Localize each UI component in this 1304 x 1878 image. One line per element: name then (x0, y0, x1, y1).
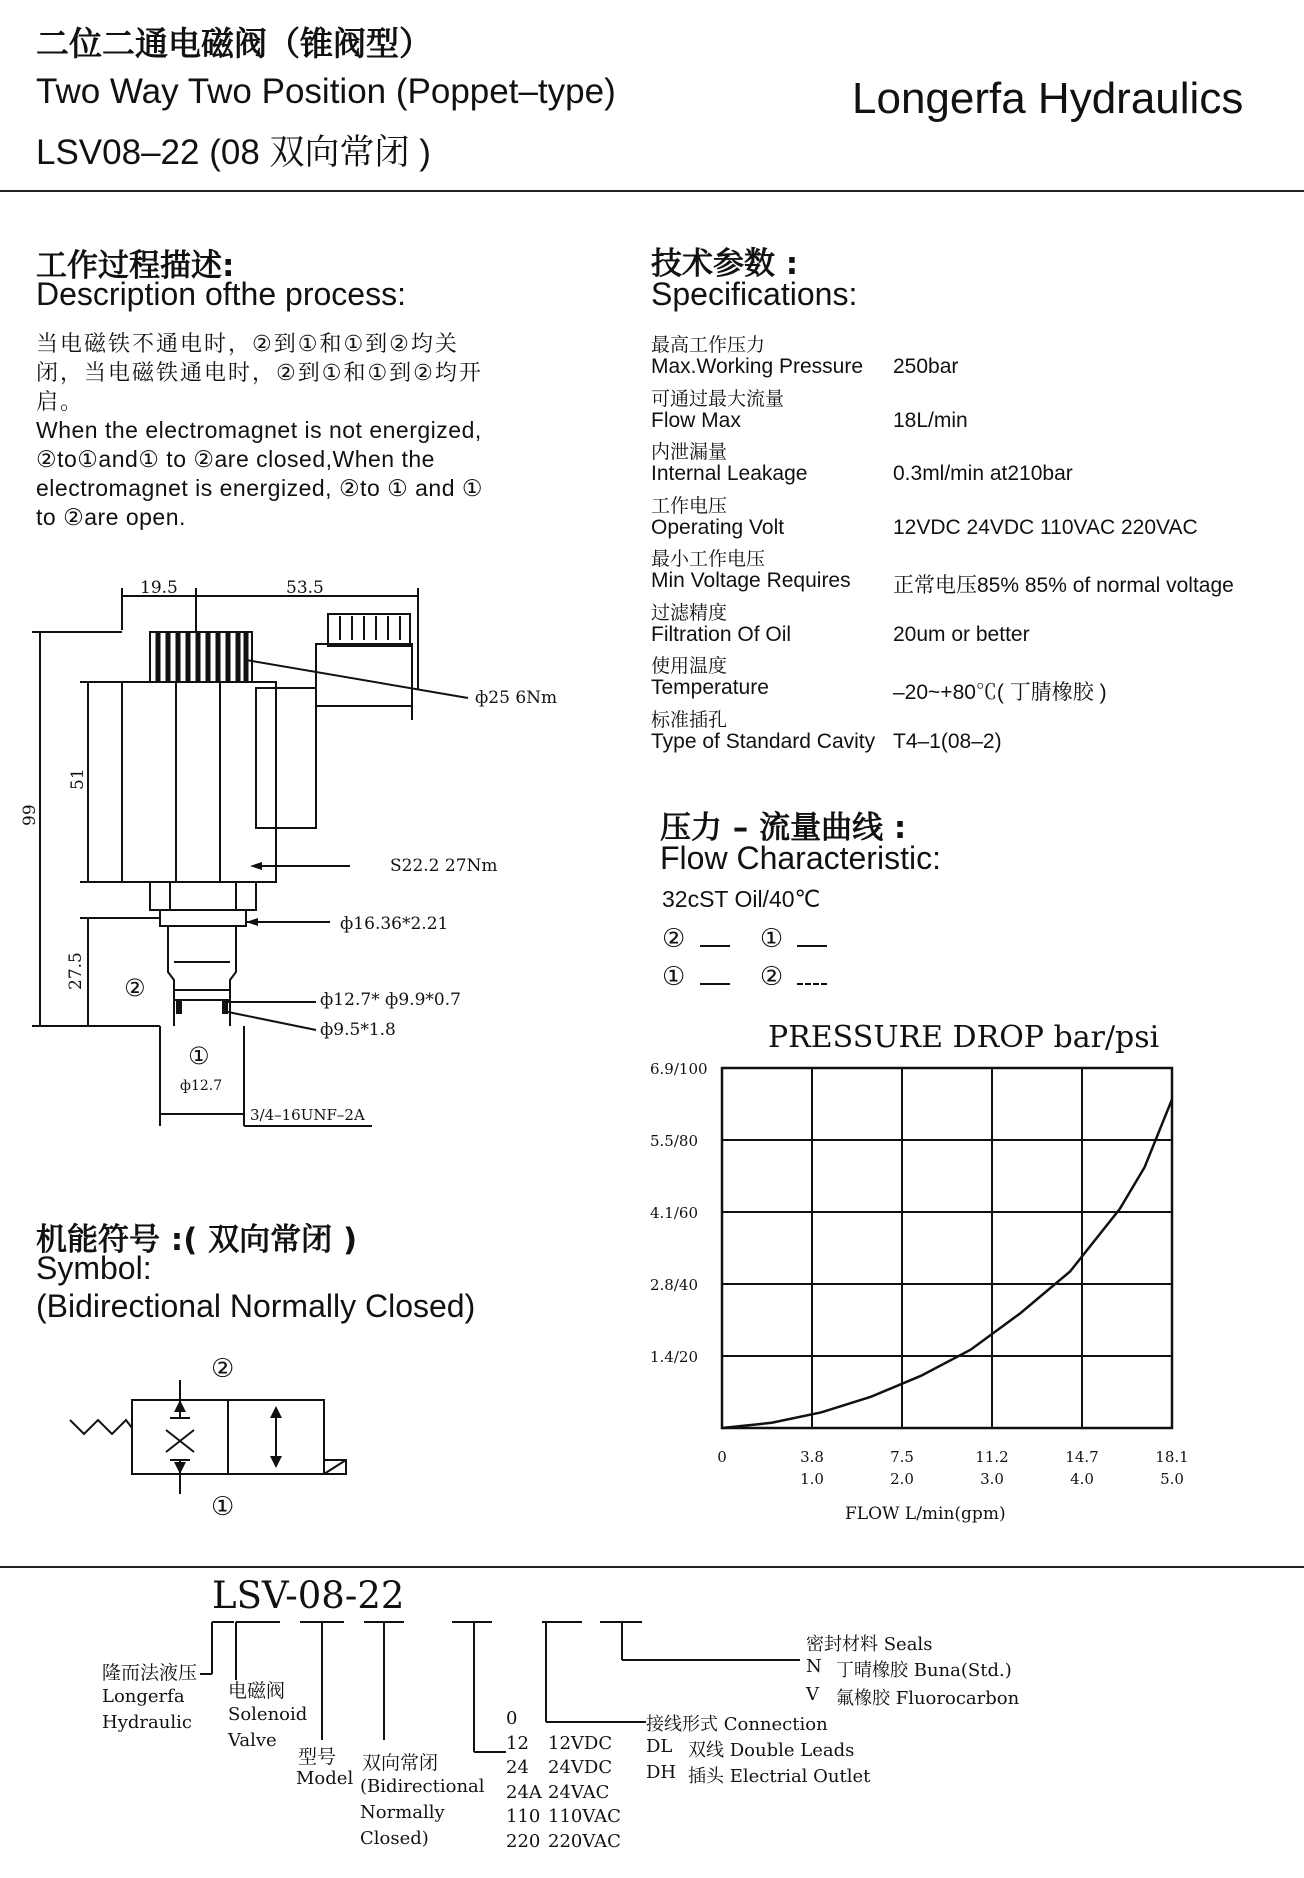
description-heading-cn: 工作过程描述: (36, 248, 235, 284)
specs-heading-cn: 技术参数 : (651, 246, 799, 282)
x-tick-label-gpm: 2.0 (890, 1470, 914, 1488)
voltage-code: 110 (506, 1806, 541, 1827)
voltage-code: 12 (506, 1732, 529, 1754)
valve-en2-label: Valve (228, 1730, 277, 1751)
brand-cn-label: 隆而法液压 (102, 1662, 198, 1684)
hydraulic-symbol (60, 1370, 360, 1530)
spec-label-en: Internal Leakage (651, 462, 808, 485)
voltage-label: 110VAC (548, 1806, 621, 1827)
description-line: 闭，当电磁铁通电时，②到①和①到②均开 (36, 361, 483, 386)
spec-value: 18L/min (893, 408, 968, 432)
description-line: ②to①and① to ②are closed,When the (36, 446, 435, 472)
seal-label: 丁晴橡胶 Buna(Std.) (836, 1660, 1012, 1681)
ordering-code: LSV-08-22 (212, 1574, 405, 1617)
x-tick-label: 18.1 (1155, 1448, 1189, 1466)
port-1-label: ① (188, 1042, 210, 1070)
valve-drawing (0, 560, 600, 1120)
description-text-en (36, 416, 483, 532)
dim-top-left: 19.5 (140, 578, 178, 598)
x-tick-label-gpm: 1.0 (800, 1470, 824, 1488)
spec-value: T4–1(08–2) (893, 729, 1002, 753)
chart-title: PRESSURE DROP bar/psi (768, 1020, 1160, 1055)
y-tick-label: 4.1/60 (650, 1204, 698, 1222)
seal-code: N (806, 1656, 822, 1677)
x-tick-label: 7.5 (890, 1448, 914, 1466)
voltage-code: 220 (506, 1830, 541, 1852)
spec-label-en: Flow Max (651, 408, 741, 432)
func-en2-label: Normally (360, 1802, 445, 1823)
brand-name: Longerfa Hydraulics (852, 74, 1244, 123)
dim-unf: 3/4–16UNF–2A (250, 1106, 365, 1124)
model-cn-label: 型号 (298, 1746, 337, 1768)
seal-title: 密封材料 Seals (806, 1634, 933, 1655)
valve-cn-label: 电磁阀 (228, 1680, 286, 1702)
x-tick-label: 14.7 (1065, 1448, 1099, 1466)
model-en-label: Model (296, 1768, 354, 1789)
dim-oring2: ф9.5*1.8 (320, 1020, 396, 1040)
port-2-label: ② (124, 974, 146, 1002)
func-en1-label: (Bidirectional (360, 1776, 485, 1797)
header-divider (0, 190, 1304, 192)
brand-en1-label: Longerfa (102, 1686, 185, 1707)
spec-label-cn: 最小工作电压 (651, 548, 766, 570)
symbol-port-top: ② (211, 1354, 235, 1384)
legend-solid-line (797, 945, 827, 947)
dim-oring1: ф12.7* ф9.9*0.7 (320, 990, 461, 1010)
legend-from: ① (662, 962, 686, 992)
spec-value: 0.3ml/min at210bar (893, 462, 1073, 485)
symbol-heading-en1: Symbol: (36, 1250, 152, 1286)
y-tick-label: 2.8/40 (650, 1276, 698, 1294)
connection-label: 插头 Electrial Outlet (688, 1766, 871, 1787)
legend-to: ② (759, 962, 784, 992)
spec-value: 20um or better (893, 622, 1030, 646)
spec-label-en: Min Voltage Requires (651, 569, 851, 592)
specs-heading-en: Specifications: (651, 276, 858, 312)
symbol-heading-cn: 机能符号 :( 双向常闭 ) (36, 1222, 358, 1258)
y-tick-label: 6.9/100 (650, 1060, 708, 1078)
flow-heading-en: Flow Characteristic: (660, 840, 941, 876)
legend-solid (662, 920, 827, 958)
connection-code: DL (646, 1736, 673, 1757)
legend-to: ① (759, 924, 784, 954)
flow-legend (662, 920, 827, 996)
legend-solid-line (700, 945, 730, 947)
voltage-label: 220VAC (548, 1830, 621, 1852)
y-tick-label: 5.5/80 (650, 1132, 698, 1150)
description-line: to ②are open. (36, 504, 186, 530)
spec-value: 250bar (893, 355, 959, 378)
header-model-title: LSV08–22 (08 双向常闭 ) (36, 133, 431, 172)
spec-label-cn: 过滤精度 (651, 601, 728, 624)
y-tick-label: 1.4/20 (650, 1348, 698, 1366)
func-en3-label: Closed) (360, 1828, 429, 1849)
voltage-code: 24A (506, 1781, 542, 1803)
description-text-cn (36, 330, 483, 417)
spec-label-en: Type of Standard Cavity (651, 729, 876, 753)
spec-label-cn: 工作电压 (651, 494, 728, 517)
legend-dashed (662, 958, 827, 996)
legend-from: ② (662, 924, 686, 954)
connection-title: 接线形式 Connection (646, 1714, 828, 1735)
spec-label-en: Filtration Of Oil (651, 622, 792, 646)
symbol-port-bottom: ① (211, 1492, 235, 1522)
description-heading-en: Description ofthe process: (36, 276, 406, 312)
seal-label: 氟橡胶 Fluorocarbon (836, 1688, 1020, 1709)
description-line: When the electromagnet is not energized, (36, 417, 482, 443)
pressure-drop-chart (640, 1050, 1200, 1488)
spec-value: 12VDC 24VDC 110VAC 220VAC (893, 515, 1198, 539)
brand-en2-label: Hydraulic (102, 1712, 192, 1733)
valve-en1-label: Solenoid (228, 1704, 308, 1725)
spec-label-cn: 最高工作压力 (651, 334, 766, 356)
dim-lower: 27.5 (66, 952, 86, 990)
dim-thread: ф16.36*2.21 (340, 914, 449, 934)
flow-heading-cn: 压力 – 流量曲线 : (660, 810, 907, 846)
ordering-divider (0, 1566, 1304, 1568)
x-tick-label: 3.8 (800, 1448, 824, 1466)
x-tick-label: 0 (717, 1448, 727, 1466)
spec-label-cn: 可通过最大流量 (651, 387, 785, 410)
voltage-label: 24VDC (548, 1757, 613, 1778)
spec-label-en: Temperature (651, 676, 769, 699)
voltage-code: 24 (506, 1757, 529, 1778)
dim-overall: 99 (20, 804, 40, 826)
spec-value: –20~+80℃( 丁腈橡胶 ) (893, 681, 1107, 704)
func-cn-label: 双向常闭 (362, 1752, 439, 1774)
legend-dashed-line (797, 983, 827, 985)
symbol-heading-en2: (Bidirectional Normally Closed) (36, 1288, 476, 1324)
description-line: 启。 (36, 390, 85, 415)
x-tick-label: 11.2 (975, 1448, 1009, 1466)
x-tick-label-gpm: 4.0 (1070, 1470, 1094, 1488)
dim-bottom: ф12.7 (180, 1078, 223, 1094)
legend-solid-line (700, 983, 730, 985)
dim-top-right: 53.5 (286, 578, 324, 598)
spec-value: 正常电压85% 85% of normal voltage (893, 574, 1234, 597)
spec-label-cn: 内泄漏量 (651, 441, 728, 463)
description-line: 当电磁铁不通电时，②到①和①到②均关 (36, 332, 459, 357)
chart-xlabel: FLOW L/min(gpm) (845, 1504, 1006, 1524)
spec-label-en: Max.Working Pressure (651, 355, 864, 378)
connection-code: DH (646, 1762, 677, 1783)
plot-frame (722, 1068, 1172, 1428)
header-title-cn: 二位二通电磁阀（锥阀型） (36, 24, 432, 63)
connection-label: 双线 Double Leads (688, 1740, 855, 1761)
spec-label-cn: 标准插孔 (651, 708, 728, 731)
description-line: electromagnet is energized, ②to ① and ① (36, 475, 484, 501)
dim-hex: S22.2 27Nm (390, 856, 498, 876)
voltage-label: 24VAC (548, 1781, 610, 1803)
spec-label-en: Operating Volt (651, 515, 785, 539)
voltage-label: 12VDC (548, 1732, 613, 1754)
dim-nut: ф25 6Nm (475, 688, 558, 708)
x-tick-label-gpm: 5.0 (1160, 1470, 1184, 1488)
seal-code: V (806, 1684, 819, 1705)
pressure-drop-curve (722, 1099, 1172, 1428)
x-tick-label-gpm: 3.0 (980, 1470, 1004, 1488)
header-title-en: Two Way Two Position (Poppet–type) (36, 72, 616, 111)
spec-label-cn: 使用温度 (651, 655, 728, 677)
dim-coil: 51 (68, 768, 88, 790)
flow-oil: 32cST Oil/40℃ (662, 886, 821, 912)
voltage-code: 0 (506, 1708, 518, 1729)
